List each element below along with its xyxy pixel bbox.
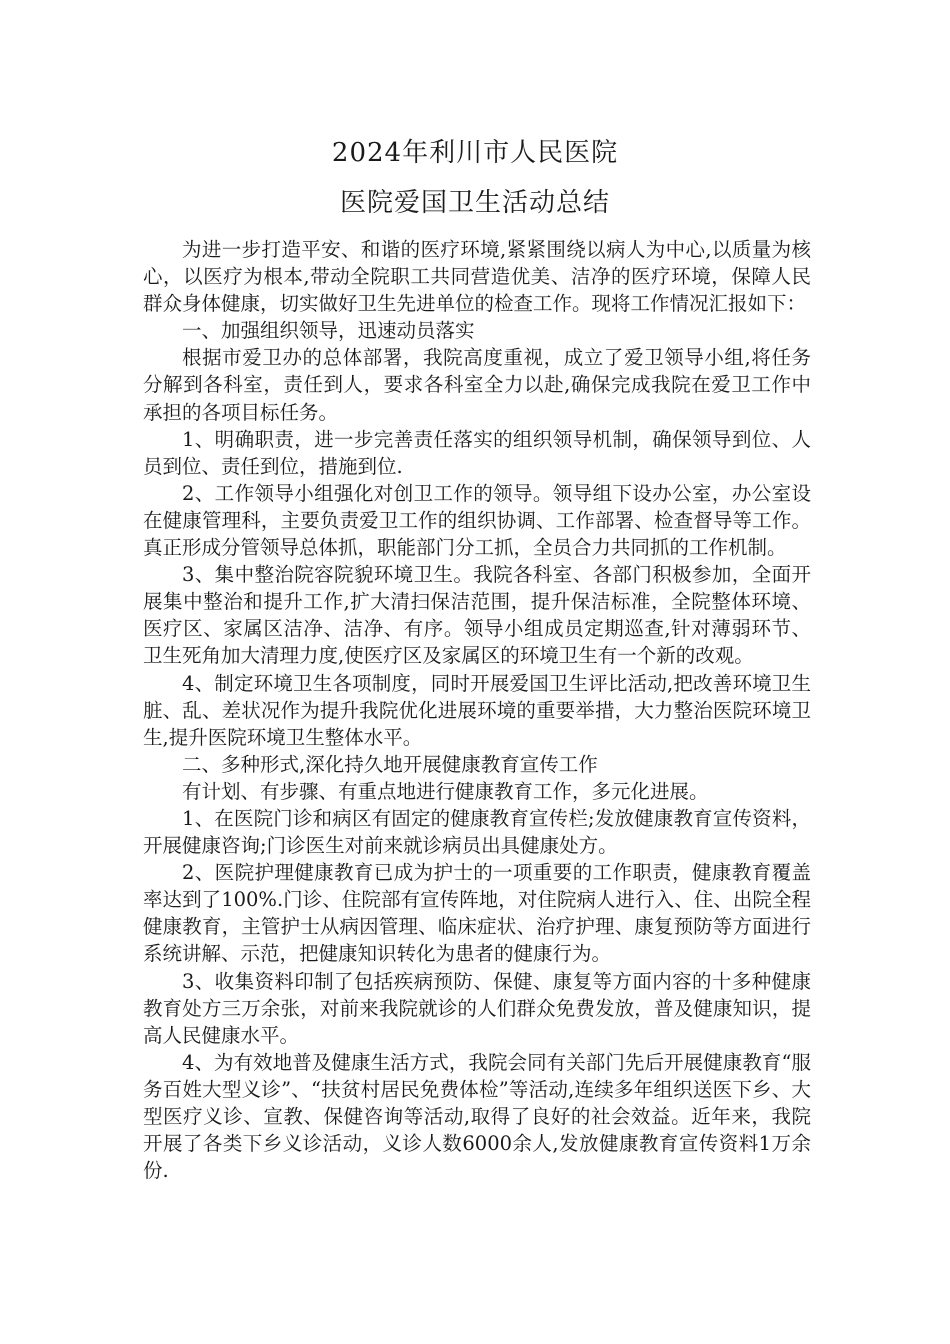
body-paragraph: 2、工作领导小组强化对创卫工作的领导。领导组下设办公室，办公室设在健康管理科，主要负责爱卫工作的组织协调、工作部署、检查督导等工作。真正形成分管领导总体抓，职能部门分工抓，全员合力共同抓的工作机制。 [143, 481, 811, 560]
intro-paragraph: 为进一步打造平安、和谐的医疗环境,紧紧围绕以病人为中心,以质量为核心，以医疗为根本,带动全院职工共同营造优美、洁净的医疗环境，保障人民群众身体健康，切实做好卫生先进单位的检查工作。现将工作情况汇报如下： [143, 238, 811, 316]
body-paragraph: 4、为有效地普及健康生活方式，我院会同有关部门先后开展健康教育“服务百姓大型义诊”、“扶贫村居民免费体检”等活动,连续多年组织送医下乡、大型医疗义诊、宣教、保健咨询等活动,取得了良好的社会效益。近年来，我院开展了各类下乡义诊活动，义诊人数6000余人,发放健康教育宣传资料1万余份. [143, 1050, 811, 1183]
document-title-line-2: 医院爱国卫生活动总结 [339, 188, 610, 218]
body-paragraph: 4、制定环境卫生各项制度，同时开展爱国卫生评比活动,把改善环境卫生脏、乱、差状况作为提升我院优化进展环境的重要举措，大力整治医院环境卫生,提升医院环境卫生整体水平。 [143, 671, 811, 749]
document-body [143, 236, 811, 1184]
body-paragraph: 3、收集资料印制了包括疾病预防、保健、康复等方面内容的十多种健康教育处方三万余张，对前来我院就诊的人们群众免费发放，普及健康知识，提高人民健康水平。 [143, 969, 811, 1047]
document-title-line-1: 2024年利川市人民医院 [331, 138, 619, 168]
section-heading-1: 一、加强组织领导，迅速动员落实 [182, 319, 475, 343]
title-block [0, 128, 950, 228]
section-heading-2: 二、多种形式,深化持久地开展健康教育宣传工作 [182, 752, 598, 776]
body-paragraph: 1、在医院门诊和病区有固定的健康教育宣传栏;发放健康教育宣传资料，开展健康咨询;门诊医生对前来就诊病员出具健康处方。 [143, 806, 811, 858]
body-paragraph: 根据市爱卫办的总体部署，我院高度重视，成立了爱卫领导小组,将任务分解到各科室，责任到人，要求各科室全力以赴,确保完成我院在爱卫工作中承担的各项目标任务。 [143, 346, 811, 424]
body-paragraph: 有计划、有步骤、有重点地进行健康教育工作，多元化进展。 [182, 779, 709, 803]
body-paragraph: 3、集中整治院容院貌环境卫生。我院各科室、各部门积极参加，全面开展集中整治和提升工作,扩大清扫保洁范围，提升保洁标准，全院整体环境、医疗区、家属区洁净、洁净、有序。领导小组成员定期巡查,针对薄弱环节、卫生死角加大清理力度,使医疗区及家属区的环境卫生有一个新的改观。 [143, 563, 811, 668]
body-paragraph: 2、医院护理健康教育已成为护士的一项重要的工作职责，健康教育覆盖率达到了100%.门诊、住院部有宣传阵地，对住院病人进行入、住、出院全程健康教育，主管护士从病因管理、临床症状、治疗护理、康复预防等方面进行系统讲解、示范，把健康知识转化为患者的健康行为。 [143, 861, 811, 966]
body-paragraph: 1、明确职责，进一步完善责任落实的组织领导机制，确保领导到位、人员到位、责任到位，措施到位. [143, 427, 811, 478]
